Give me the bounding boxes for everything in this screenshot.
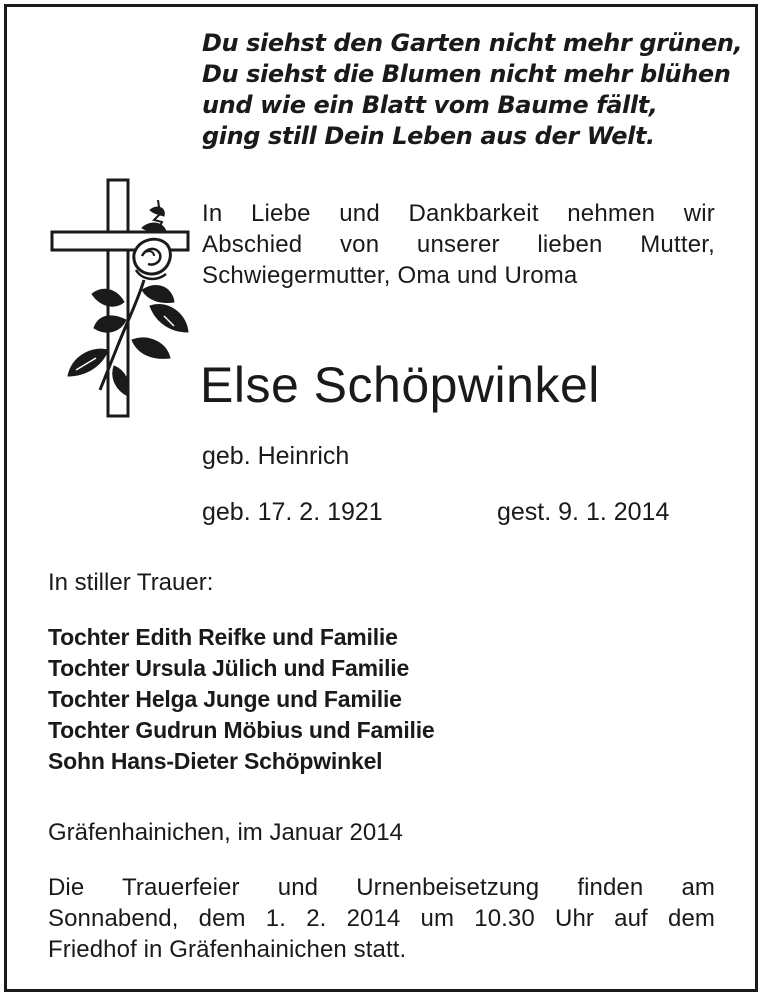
cross-rose-emblem: [46, 170, 196, 420]
funeral-line: Sonnabend, dem 1. 2. 2014 um 10.30 Uhr auf dem: [48, 905, 715, 932]
family-member: Tochter Ursula Jülich und Familie: [48, 655, 410, 681]
deceased-name: Else Schöpwinkel: [200, 357, 600, 413]
intro-line: Schwiegermutter, Oma und Uroma: [202, 262, 578, 289]
death-date: gest. 9. 1. 2014: [497, 498, 670, 526]
mourning-label: In stiller Trauer:: [48, 569, 214, 596]
family-list: [48, 622, 435, 777]
funeral-line: Friedhof in Gräfenhainichen statt.: [48, 936, 407, 963]
family-member: Sohn Hans-Dieter Schöpwinkel: [48, 748, 383, 774]
intro-text: [202, 198, 715, 291]
intro-line: In Liebe und Dankbarkeit nehmen wir: [202, 200, 715, 227]
funeral-line: Die Trauerfeier und Urnenbeisetzung finden am: [48, 874, 715, 901]
poem-line: und wie ein Blatt vom Baume fällt,: [202, 91, 658, 119]
family-member: Tochter Gudrun Möbius und Familie: [48, 717, 435, 743]
funeral-info: [48, 872, 715, 965]
birth-date: geb. 17. 2. 1921: [202, 498, 383, 526]
poem-line: Du siehst die Blumen nicht mehr blühen: [202, 60, 731, 88]
family-member: Tochter Helga Junge und Familie: [48, 686, 402, 712]
maiden-name: geb. Heinrich: [202, 442, 350, 470]
poem-line: Du siehst den Garten nicht mehr grünen,: [202, 29, 743, 57]
family-member: Tochter Edith Reifke und Familie: [48, 624, 398, 650]
intro-line: Abschied von unserer lieben Mutter,: [202, 231, 715, 258]
place-date: Gräfenhainichen, im Januar 2014: [48, 819, 403, 846]
poem-line: ging still Dein Leben aus der Welt.: [202, 122, 655, 150]
memorial-poem: [202, 28, 742, 152]
